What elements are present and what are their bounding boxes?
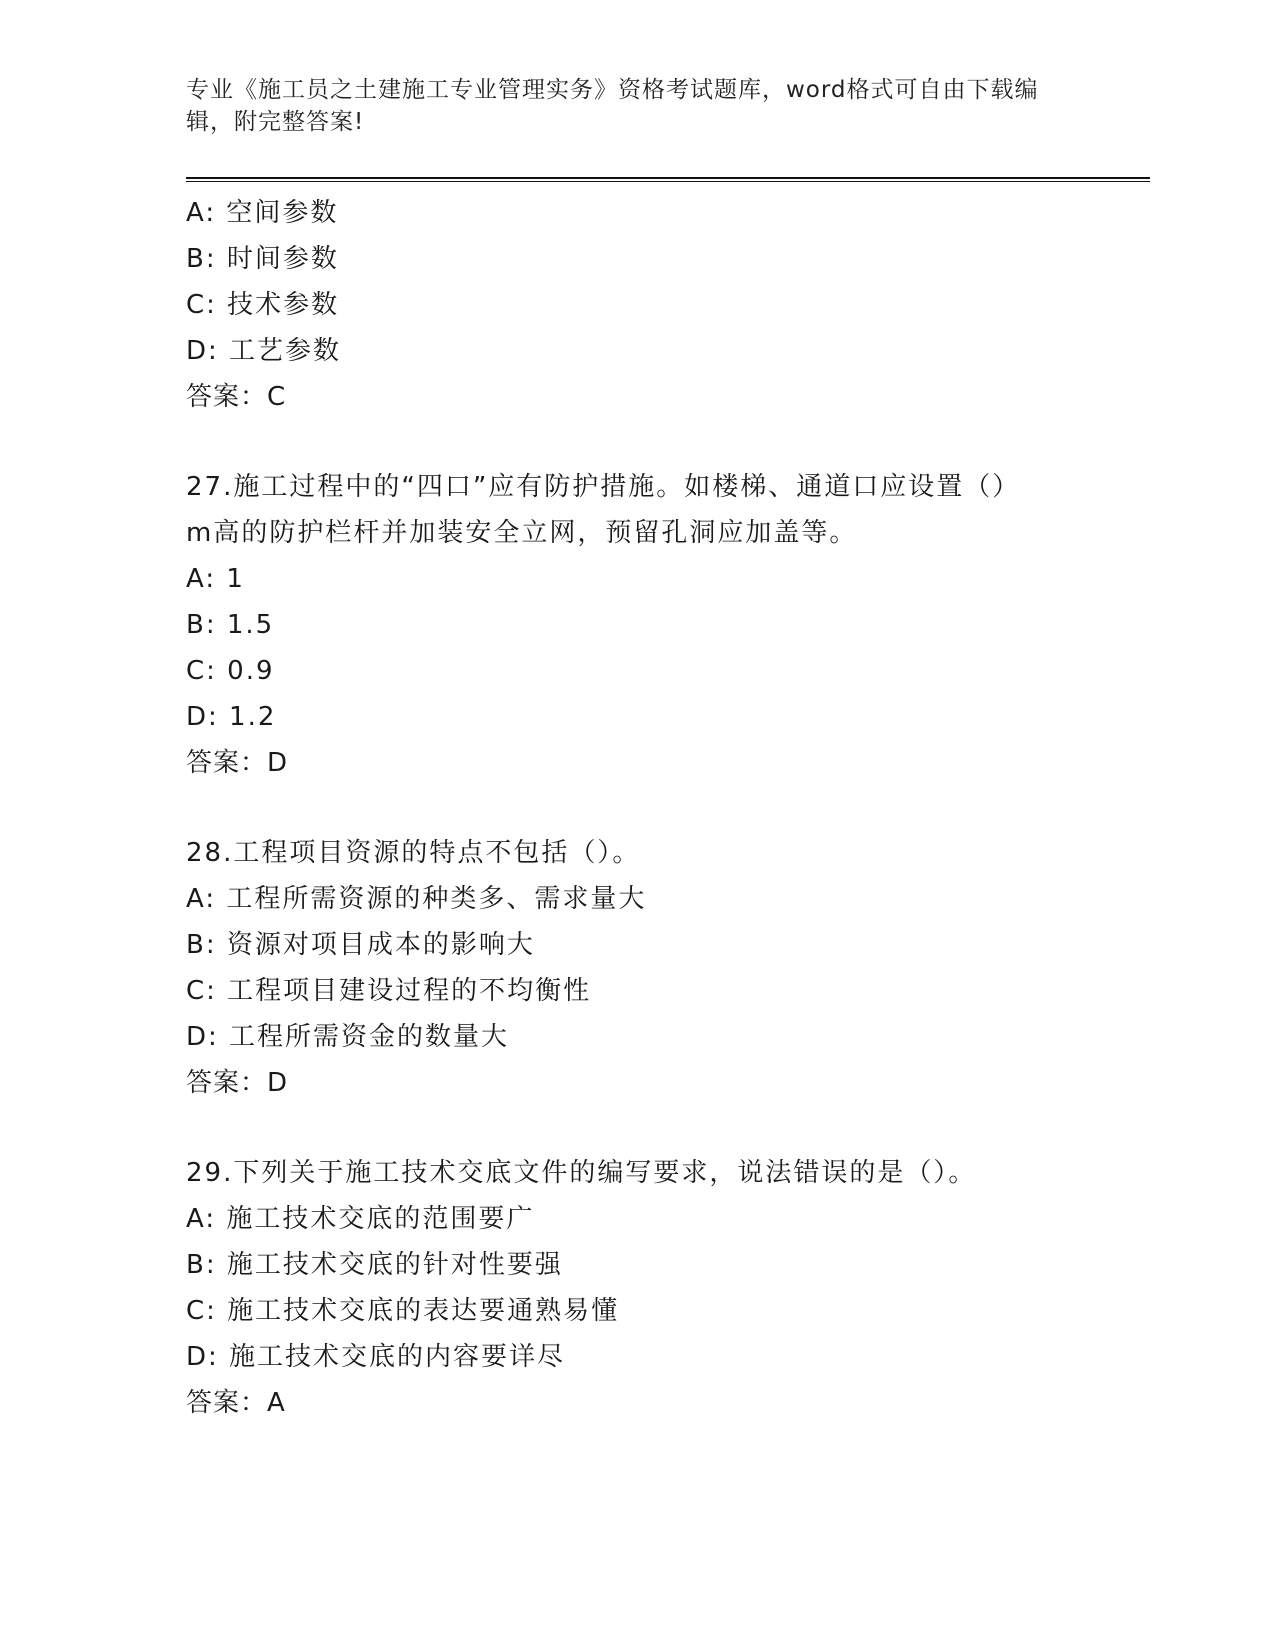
question-stem: 29.下列关于施工技术交底文件的编写要求，说法错误的是（）。 <box>186 1158 977 1188</box>
option-d: D: 施工技术交底的内容要详尽 <box>186 1342 566 1372</box>
option-d: D: 工程所需资金的数量大 <box>186 1022 510 1052</box>
question-stem-continued: m高的防护栏杆并加装安全立网，预留孔洞应加盖等。 <box>186 518 858 548</box>
question-block-29 <box>186 1150 1146 1426</box>
question-block-28 <box>186 830 1146 1106</box>
question-stem: 28.工程项目资源的特点不包括（）。 <box>186 838 641 868</box>
header-line-1: 专业《施工员之土建施工专业管理实务》资格考试题库，word格式可自由下载编 <box>186 77 1039 103</box>
header-divider-thick <box>186 177 1150 179</box>
option-b: B: 1.5 <box>186 610 275 640</box>
option-b: B: 时间参数 <box>186 244 339 274</box>
answer-line: 答案：A <box>186 1388 286 1418</box>
question-stem: 27.施工过程中的“四口”应有防护措施。如楼梯、通道口应设置（） <box>186 472 1021 502</box>
document-header <box>186 74 1066 138</box>
option-c: C: 施工技术交底的表达要通熟易懂 <box>186 1296 620 1326</box>
option-b: B: 施工技术交底的针对性要强 <box>186 1250 563 1280</box>
option-c: C: 0.9 <box>186 656 275 686</box>
answer-line: 答案：D <box>186 1068 289 1098</box>
question-block-27 <box>186 464 1146 786</box>
question-block-26 <box>186 190 1146 420</box>
option-a: A: 施工技术交底的范围要广 <box>186 1204 535 1234</box>
option-c: C: 工程项目建设过程的不均衡性 <box>186 976 592 1006</box>
option-a: A: 空间参数 <box>186 198 339 228</box>
spacer <box>186 420 1146 464</box>
spacer <box>186 1106 1146 1150</box>
answer-line: 答案：D <box>186 748 289 778</box>
header-divider-thin <box>186 181 1150 182</box>
option-c: C: 技术参数 <box>186 290 340 320</box>
option-a: A: 工程所需资源的种类多、需求量大 <box>186 884 647 914</box>
option-b: B: 资源对项目成本的影响大 <box>186 930 535 960</box>
option-d: D: 工艺参数 <box>186 336 342 366</box>
answer-line: 答案：C <box>186 382 287 412</box>
question-list <box>186 190 1146 1426</box>
header-line-2: 辑，附完整答案! <box>186 109 365 135</box>
spacer <box>186 786 1146 830</box>
option-d: D: 1.2 <box>186 702 277 732</box>
option-a: A: 1 <box>186 564 245 594</box>
